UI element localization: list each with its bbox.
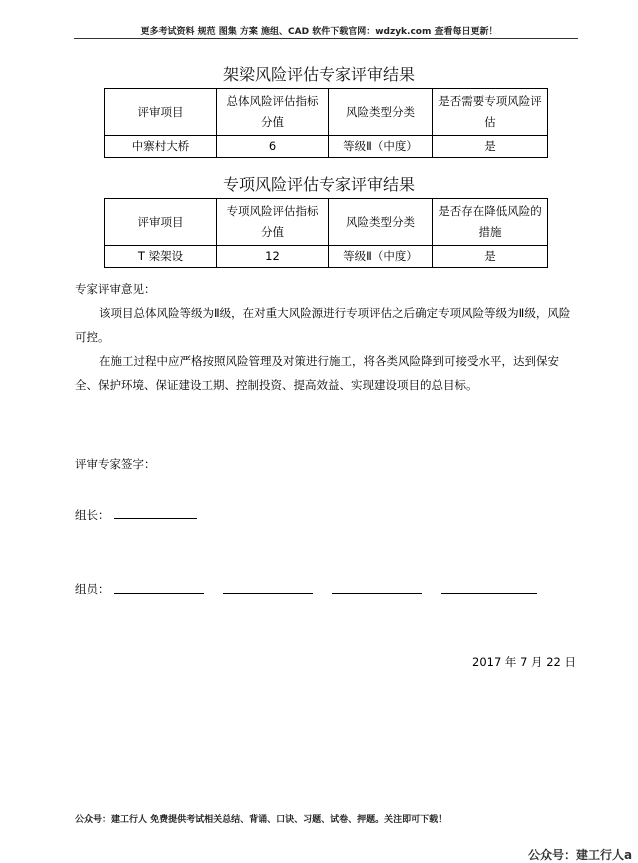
- table-cell: 12: [217, 246, 329, 268]
- header-divider: [74, 38, 578, 39]
- table-cell: T 梁架设: [105, 246, 217, 268]
- table-header-cell: 风险类型分类: [329, 199, 433, 246]
- member-signature-line: [114, 593, 204, 594]
- table-header-cell: 是否需要专项风险评估: [433, 89, 548, 136]
- opinion-label: 专家评审意见：: [75, 282, 156, 296]
- leader-signature-line: [114, 518, 197, 519]
- table1-title: 架梁风险评估专家评审结果: [222, 65, 415, 84]
- table-header-cell: 风险类型分类: [329, 89, 433, 136]
- table1: [104, 88, 548, 158]
- table1-header-row: [105, 89, 548, 136]
- table-cell: 是: [433, 246, 548, 268]
- header-text: 更多考试资料 规范 图集 方案 施组、CAD 软件下载官网：wdzyk.com 查看每日更新！: [140, 27, 498, 37]
- watermark: 公众号：建工行人a: [528, 848, 633, 862]
- table-row: [105, 246, 548, 268]
- table-header-cell: 评审项目: [105, 199, 217, 246]
- table2-title: 专项风险评估专家评审结果: [222, 175, 415, 194]
- table-cell: 等级Ⅱ（中度）: [329, 246, 433, 268]
- opinion-paragraph-1: 该项目总体风险等级为Ⅱ级，在对重大风险源进行专项评估之后确定专项风险等级为Ⅱ级，风险可控。: [75, 306, 571, 344]
- leader-label: 组长：: [75, 508, 110, 522]
- table-cell: 等级Ⅱ（中度）: [329, 136, 433, 158]
- table-header-cell: 评审项目: [105, 89, 217, 136]
- table-header-cell: 是否存在降低风险的措施: [433, 199, 548, 246]
- table-cell: 中寨村大桥: [105, 136, 217, 158]
- table2-header-row: [105, 199, 548, 246]
- table-row: [105, 136, 548, 158]
- table-header-cell: 总体风险评估指标分值: [217, 89, 329, 136]
- table-cell: 6: [217, 136, 329, 158]
- member-signature-line: [441, 593, 537, 594]
- member-signature-line: [223, 593, 313, 594]
- footer-text: 公众号：建工行人 免费提供考试相关总结、背诵、口诀、习题、试卷、押题。关注即可下载！: [75, 815, 448, 825]
- review-date: 2017 年 7 月 22 日: [472, 655, 576, 669]
- table-header-cell: 专项风险评估指标分值: [217, 199, 329, 246]
- member-signature-line: [332, 593, 422, 594]
- opinion-paragraph-2: 在施工过程中应严格按照风险管理及对策进行施工，将各类风险降到可接受水平，达到保安全、保护环境、保证建设工期、控制投资、提高效益、实现建设项目的总目标。: [75, 354, 559, 392]
- table2: [104, 198, 548, 268]
- member-label: 组员：: [75, 582, 110, 596]
- table-cell: 是: [433, 136, 548, 158]
- signature-label: 评审专家签字：: [75, 457, 156, 471]
